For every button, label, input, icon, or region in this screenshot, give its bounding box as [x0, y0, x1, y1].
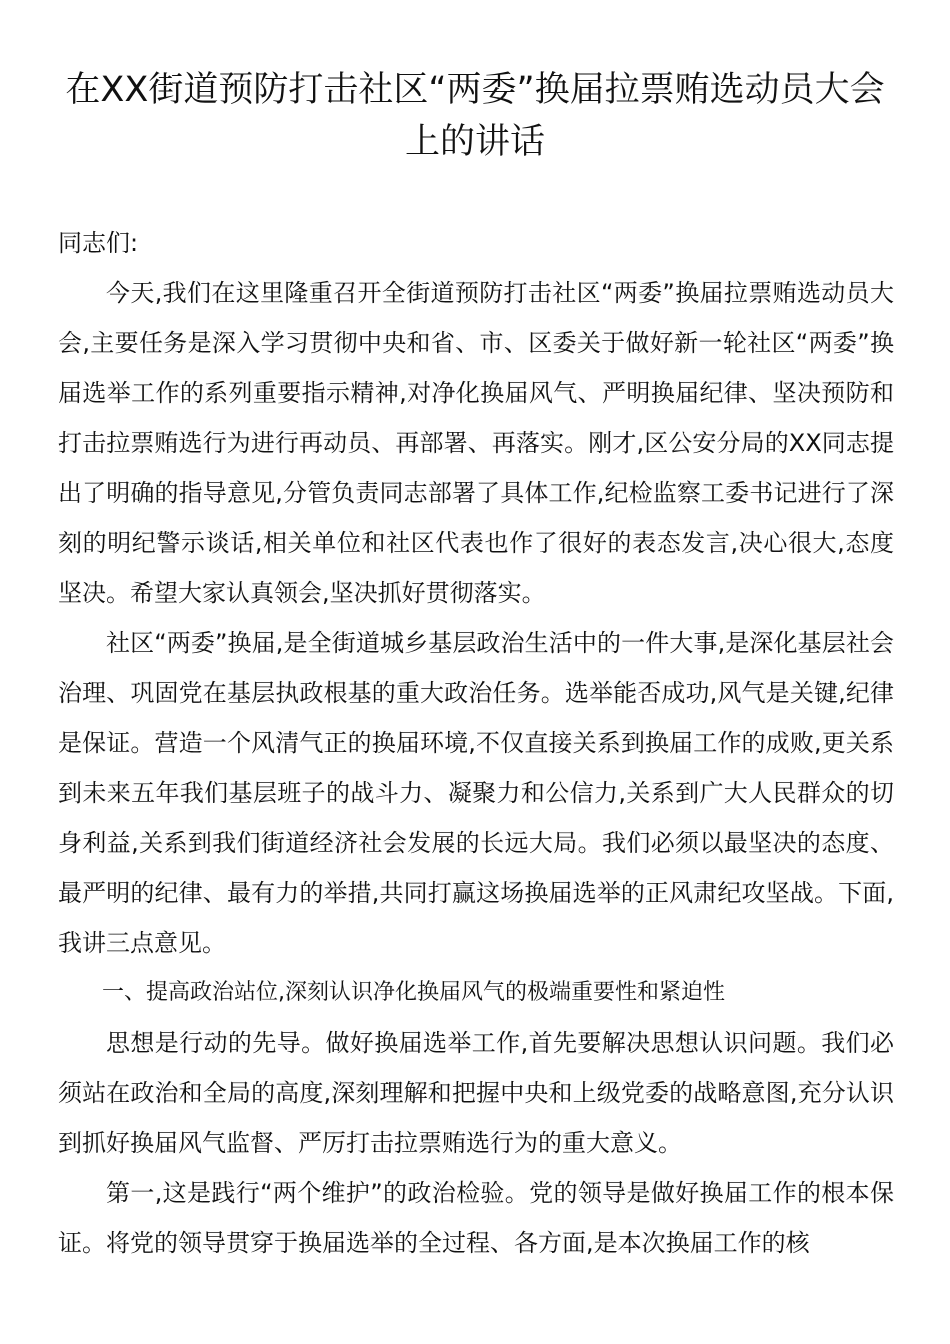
- salutation: 同志们:: [58, 229, 139, 257]
- paragraph-point-one: 第一,这是践行“两个维护”的政治检验。党的领导是做好换届工作的根本保证。将党的领导贯穿于换届选举的全过程、各方面,是本次换届工作的核: [58, 1179, 894, 1257]
- document-body: [58, 218, 894, 1268]
- paragraph-opening: 今天,我们在这里隆重召开全街道预防打击社区“两委”换届拉票贿选动员大会,主要任务是深入学习贯彻中央和省、市、区委关于做好新一轮社区“两委”换届选举工作的系列重要指示精神,对净化换届风气、严明换届纪律、坚决预防和打击拉票贿选行为进行再动员、再部署、再落实。刚才,区公安分局的XX同志提出了明确的指导意见,分管负责同志部署了具体工作,纪检监察工委书记进行了深刻的明纪警示谈话,相关单位和社区代表也作了很好的表态发言,决心很大,态度坚决。希望大家认真领会,坚决抓好贯彻落实。: [58, 279, 894, 607]
- paragraph-section-intro: 思想是行动的先导。做好换届选举工作,首先要解决思想认识问题。我们必须站在政治和全局的高度,深刻理解和把握中央和上级党委的战略意图,充分认识到抓好换届风气监督、严厉打击拉票贿选行为的重大意义。: [58, 1029, 894, 1157]
- document-title: 在XX街道预防打击社区“两委”换届拉票贿选动员大会上的讲话: [65, 70, 885, 162]
- paragraph-context: 社区“两委”换届,是全街道城乡基层政治生活中的一件大事,是深化基层社会治理、巩固党在基层执政根基的重大政治任务。选举能否成功,风气是关键,纪律是保证。营造一个风清气正的换届环境,不仅直接关系到换届工作的成败,更关系到未来五年我们基层班子的战斗力、凝聚力和公信力,关系到广大人民群众的切身利益,关系到我们街道经济社会发展的长远大局。我们必须以最坚决的态度、最严明的纪律、最有力的举措,共同打赢这场换届选举的正风肃纪攻坚战。下面,我讲三点意见。: [58, 629, 894, 957]
- section-heading: 一、提高政治站位,深刻认识净化换届风气的极端重要性和紧迫性: [102, 980, 725, 1005]
